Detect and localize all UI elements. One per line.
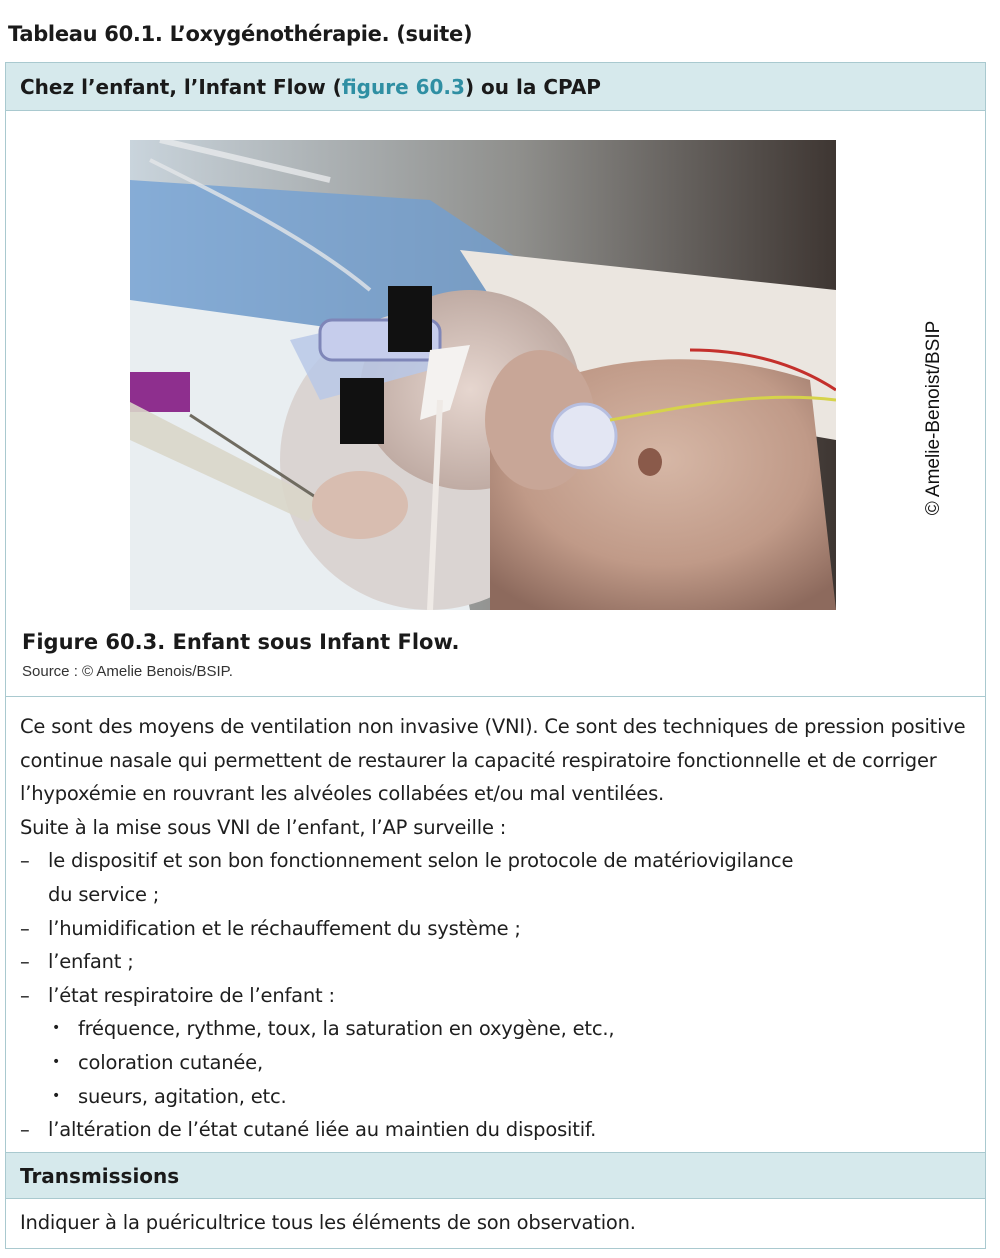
- surveillance-list: [20, 844, 975, 1146]
- dash-marker: –: [20, 916, 30, 940]
- figure-reference-link[interactable]: figure 60.3: [341, 75, 465, 99]
- dash-marker: –: [20, 849, 30, 873]
- list-item-text: le dispositif et son bon fonctionnement selon le protocole de matériovigilance: [48, 849, 794, 873]
- dash-marker: –: [20, 1118, 30, 1142]
- section-heading-infant-flow: [6, 63, 985, 111]
- infant-flow-photo: [130, 140, 836, 610]
- list-item: [20, 912, 975, 946]
- bullet-marker: •: [52, 1087, 61, 1104]
- list-item: [20, 844, 975, 911]
- divider: [6, 696, 985, 697]
- list-item-text: l’état respiratoire de l’enfant :: [48, 983, 335, 1007]
- list-item-text: l’enfant ;: [48, 950, 134, 974]
- list-item: [20, 945, 975, 979]
- sublist-item-text: coloration cutanée,: [78, 1050, 263, 1074]
- figure-source: Source : © Amelie Benois/BSIP.: [22, 663, 233, 680]
- list-item-text: l’humidification et le réchauffement du système ;: [48, 916, 521, 940]
- list-item: [20, 1113, 975, 1147]
- bullet-marker: •: [52, 1053, 61, 1070]
- sublist-item: [48, 1046, 975, 1080]
- heading-suffix: ) ou la CPAP: [464, 75, 601, 99]
- sublist-item-text: fréquence, rythme, toux, la saturation en oxygène, etc.,: [78, 1017, 615, 1041]
- list-item-text: l’altération de l’état cutané liée au maintien du dispositif.: [48, 1118, 597, 1142]
- infant-photo-illustration: [130, 140, 836, 610]
- list-item: [20, 979, 975, 1113]
- intro-paragraph: Ce sont des moyens de ventilation non invasive (VNI). Ce sont des techniques de pression positive continue nasale qui permettent de restaurer la capacité respiratoire fonctionnelle et de corriger l’hypoxémie en rouvrant les alvéoles collabées et/ou mal ventilées.: [20, 715, 966, 806]
- respiratory-sublist: [48, 1012, 975, 1113]
- sublist-item: [48, 1012, 975, 1046]
- section-heading-transmissions: Transmissions: [6, 1152, 985, 1199]
- body-text: [20, 710, 975, 1147]
- bullet-marker: •: [52, 1020, 61, 1037]
- dash-marker: –: [20, 950, 30, 974]
- photo-credit-vertical: © Amelie-Benoist/BSIP: [923, 320, 944, 516]
- transmissions-text: Indiquer à la puéricultrice tous les éléments de son observation.: [20, 1211, 636, 1234]
- heading-prefix: Chez l’enfant, l’Infant Flow (: [20, 75, 342, 99]
- list-item-text-continued: du service ;: [48, 882, 160, 906]
- table-frame: [5, 62, 986, 1249]
- table-title: Tableau 60.1. L’oxygénothérapie. (suite): [8, 22, 473, 46]
- figure-caption: Figure 60.3. Enfant sous Infant Flow.: [22, 630, 460, 654]
- surveillance-intro: Suite à la mise sous VNI de l’enfant, l’AP surveille :: [20, 815, 507, 839]
- sublist-item: [48, 1080, 975, 1114]
- dash-marker: –: [20, 983, 30, 1007]
- sublist-item-text: sueurs, agitation, etc.: [78, 1084, 287, 1108]
